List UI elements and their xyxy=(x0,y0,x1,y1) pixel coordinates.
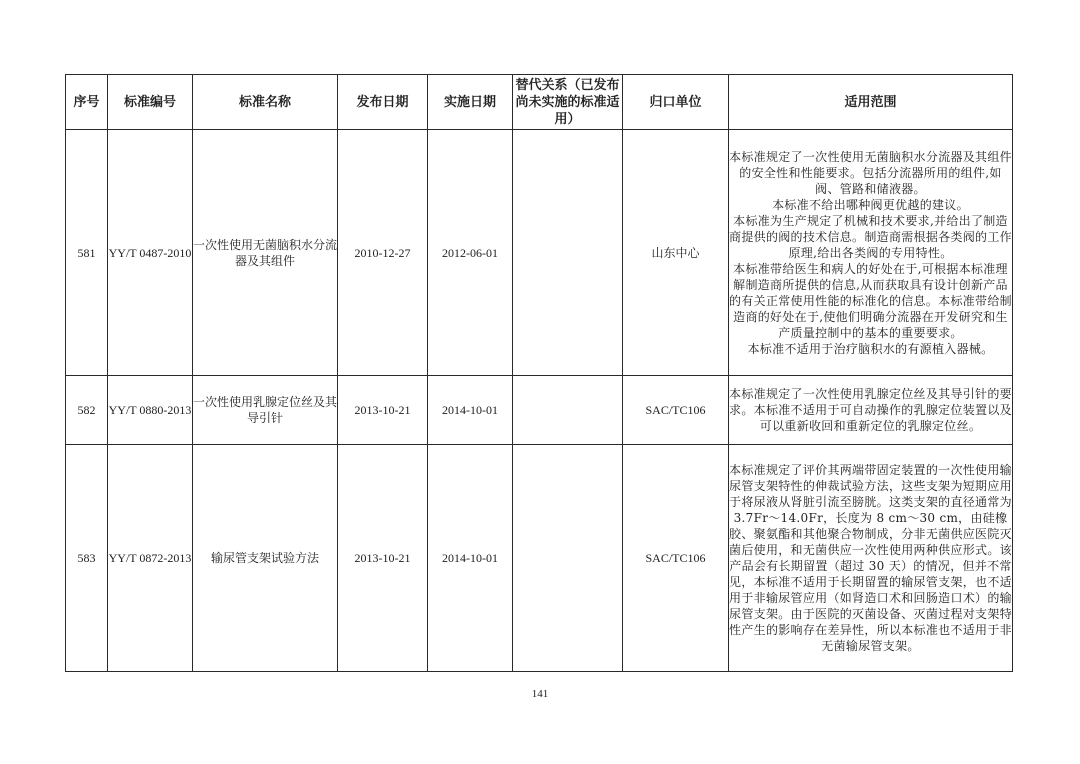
row-replacement xyxy=(513,445,623,672)
row-scope xyxy=(729,445,1013,672)
row-no: 583 xyxy=(66,445,108,672)
row-unit: SAC/TC106 xyxy=(623,445,729,672)
page-number: 141 xyxy=(531,688,549,700)
row-unit: SAC/TC106 xyxy=(623,376,729,445)
header-published: 发布日期 xyxy=(338,75,428,130)
table-row xyxy=(66,130,1013,376)
row-code: YY/T 0880-2013 xyxy=(108,376,193,445)
row-effective: 2014-10-01 xyxy=(428,376,513,445)
row-effective: 2014-10-01 xyxy=(428,445,513,672)
header-scope: 适用范围 xyxy=(729,75,1013,130)
header-effective: 实施日期 xyxy=(428,75,513,130)
row-unit: 山东中心 xyxy=(623,130,729,376)
header-name: 标准名称 xyxy=(193,75,338,130)
table-row xyxy=(66,445,1013,672)
row-replacement xyxy=(513,130,623,376)
scope-paragraph: 本标准规定了评价其两端带固定装置的一次性使用输尿管支架特性的伸裁试验方法，这些支架为短期应用于将尿液从肾脏引流至膀胱。这类支架的直径通常为 3.7Fr～14.0Fr，长度为 8 cm～30 cm，由硅橡胶、聚氨酯和其他聚合物制成，分非无菌供应医院灭菌后使用，和无菌供应一次性使用两种供应形式。该产品会有长期留置（超过 30 天）的情况，但并不常见，本标准不适用于长期留置的输尿管支架，也不适用于非输尿管应用（如肾造口术和回肠造口术）的输尿管支架。由于医院的灭菌设备、灭菌过程对支架特性产生的影响存在差异性，所以本标准也不适用于非无菌输尿管支架。 xyxy=(729,463,1012,653)
row-name: 输尿管支架试验方法 xyxy=(193,445,338,672)
row-no: 581 xyxy=(66,130,108,376)
table-row xyxy=(66,376,1013,445)
row-code: YY/T 0487-2010 xyxy=(108,130,193,376)
row-published: 2013-10-21 xyxy=(338,445,428,672)
header-row xyxy=(66,75,1013,130)
row-replacement xyxy=(513,376,623,445)
row-published: 2013-10-21 xyxy=(338,376,428,445)
scope-paragraph: 本标准带给医生和病人的好处在于,可根据本标准理解制造商所提供的信息,从而获取具有设计创新产品的有关正常使用性能的标准化的信息。本标准带给制造商的好处在于,使他们明确分流器在开发研究和生产质量控制中的基本的重要要求。 xyxy=(729,261,1012,340)
scope-paragraph: 本标准不适用于治疗脑积水的有源植入器械。 xyxy=(747,341,994,356)
row-published: 2010-12-27 xyxy=(338,130,428,376)
header-unit: 归口单位 xyxy=(623,75,729,130)
row-scope xyxy=(729,376,1013,445)
header-code: 标准编号 xyxy=(108,75,193,130)
scope-paragraph: 本标准规定了一次性使用乳腺定位丝及其导引针的要求。本标准不适用于可自动操作的乳腺定位装置以及可以重新收回和重新定位的乳腺定位丝。 xyxy=(729,387,1012,433)
row-scope xyxy=(729,130,1013,376)
scope-paragraph: 本标准不给出哪种阀更优越的建议。 xyxy=(772,197,969,212)
header-no: 序号 xyxy=(66,75,108,130)
row-code: YY/T 0872-2013 xyxy=(108,445,193,672)
row-effective: 2012-06-01 xyxy=(428,130,513,376)
row-name: 一次性使用无菌脑积水分流器及其组件 xyxy=(193,130,338,376)
scope-paragraph: 本标准规定了一次性使用无菌脑积水分流器及其组件的安全性和性能要求。包括分流器所用的组件,如阀、管路和储液器。 xyxy=(729,149,1012,196)
row-name: 一次性使用乳腺定位丝及其导引针 xyxy=(193,376,338,445)
row-no: 582 xyxy=(66,376,108,445)
standards-table xyxy=(65,74,1013,672)
header-replacement: 替代关系（已发布尚未实施的标准适用） xyxy=(513,75,623,130)
scope-paragraph: 本标准为生产规定了机械和技术要求,并给出了制造商提供的阀的技术信息。制造商需根据各类阀的工作原理,给出各类阀的专用特性。 xyxy=(729,213,1012,260)
